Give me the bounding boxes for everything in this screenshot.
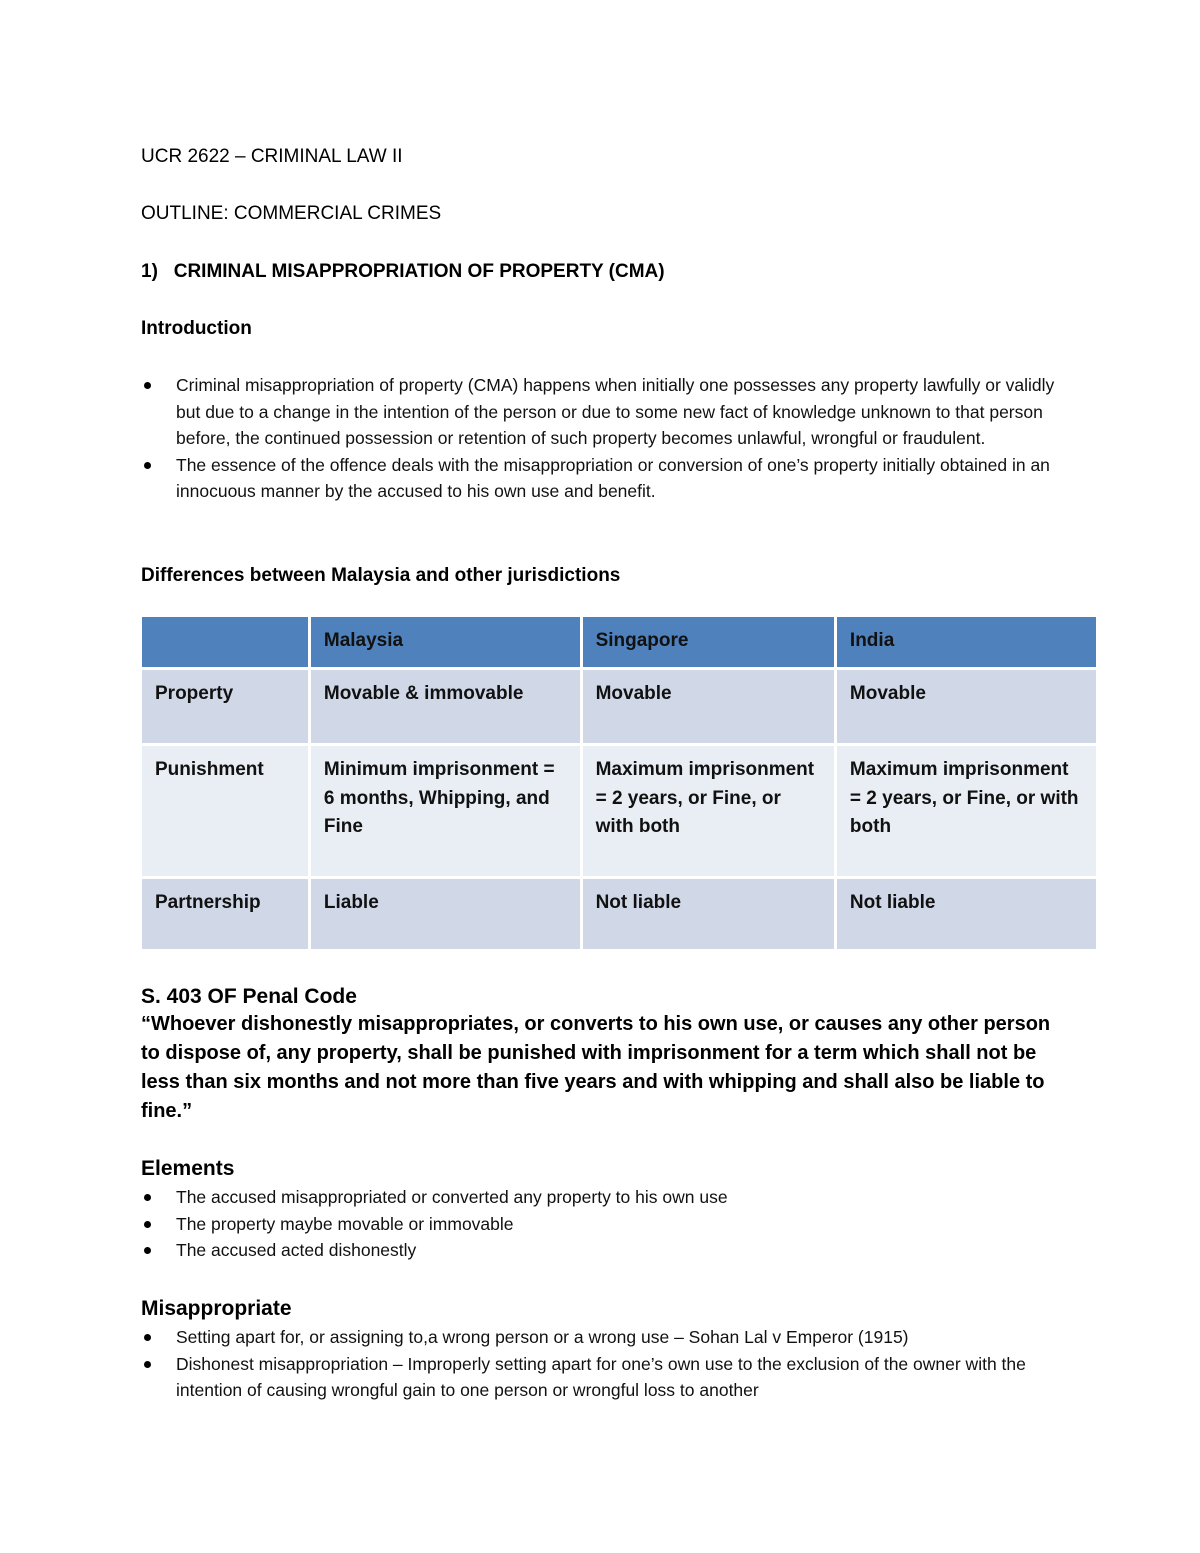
list-item: The property maybe movable or immovable bbox=[141, 1211, 1061, 1238]
list-item: The essence of the offence deals with the misappropriation or conversion of one’s property initially obtained in an innocuous manner by the accused to his own use and benefit. bbox=[141, 452, 1056, 505]
misappropriate-heading: Misappropriate bbox=[141, 1297, 292, 1320]
intro-list bbox=[141, 372, 1056, 505]
table-cell: Minimum imprisonment = 6 months, Whipping, and Fine bbox=[311, 746, 580, 876]
table-header-cell: Singapore bbox=[583, 617, 834, 667]
list-item: The accused misappropriated or converted any property to his own use bbox=[141, 1184, 1061, 1211]
table-header-cell: India bbox=[837, 617, 1096, 667]
intro-heading: Introduction bbox=[141, 318, 252, 339]
misappropriate-list bbox=[141, 1324, 1061, 1404]
table-cell: Partnership bbox=[142, 879, 308, 949]
table-header-row bbox=[142, 617, 1096, 667]
list-item: Dishonest misappropriation – Improperly setting apart for one’s own use to the exclusion of the owner with the intention of causing wrongful gain to one person or wrongful loss to another bbox=[141, 1351, 1061, 1404]
elements-list bbox=[141, 1184, 1061, 1264]
table-cell: Maximum imprisonment = 2 years, or Fine, or with both bbox=[583, 746, 834, 876]
table-header-cell: Malaysia bbox=[311, 617, 580, 667]
list-item: The accused acted dishonestly bbox=[141, 1237, 1061, 1264]
table-cell: Punishment bbox=[142, 746, 308, 876]
course-title: UCR 2622 – CRIMINAL LAW II bbox=[141, 146, 403, 167]
jurisdiction-comparison-table bbox=[139, 614, 1099, 952]
table-cell: Not liable bbox=[583, 879, 834, 949]
outline-title: OUTLINE: COMMERCIAL CRIMES bbox=[141, 203, 442, 224]
table-cell: Movable bbox=[837, 670, 1096, 743]
table-cell: Not liable bbox=[837, 879, 1096, 949]
section-403-quote: “Whoever dishonestly misappropriates, or converts to his own use, or causes any other person to dispose of, any property, shall be punished with imprisonment for a term which shall not be less than six months and not more than five years and with whipping and shall also be liable to fine.” bbox=[141, 1013, 1051, 1122]
list-item: Criminal misappropriation of property (CMA) happens when initially one possesses any property lawfully or validly but due to a change in the intention of the person or due to some new fact of knowledge unknown to that person before, the continued possession or retention of such property becomes unlawful, wrongful or fraudulent. bbox=[141, 372, 1056, 452]
section-403-heading: S. 403 OF Penal Code bbox=[141, 985, 357, 1008]
table-row bbox=[142, 879, 1096, 949]
table-cell: Movable & immovable bbox=[311, 670, 580, 743]
list-item: Setting apart for, or assigning to,a wrong person or a wrong use – Sohan Lal v Emperor (1915) bbox=[141, 1324, 1061, 1351]
table-cell: Property bbox=[142, 670, 308, 743]
table-row bbox=[142, 670, 1096, 743]
table-cell: Movable bbox=[583, 670, 834, 743]
table-cell: Liable bbox=[311, 879, 580, 949]
table-row bbox=[142, 746, 1096, 876]
differences-heading: Differences between Malaysia and other jurisdictions bbox=[141, 565, 621, 586]
table-cell: Maximum imprisonment = 2 years, or Fine, or with both bbox=[837, 746, 1096, 876]
section-heading-cma: 1) CRIMINAL MISAPPROPRIATION OF PROPERTY (CMA) bbox=[141, 261, 665, 282]
elements-heading: Elements bbox=[141, 1157, 235, 1180]
table-header-cell bbox=[142, 617, 308, 667]
